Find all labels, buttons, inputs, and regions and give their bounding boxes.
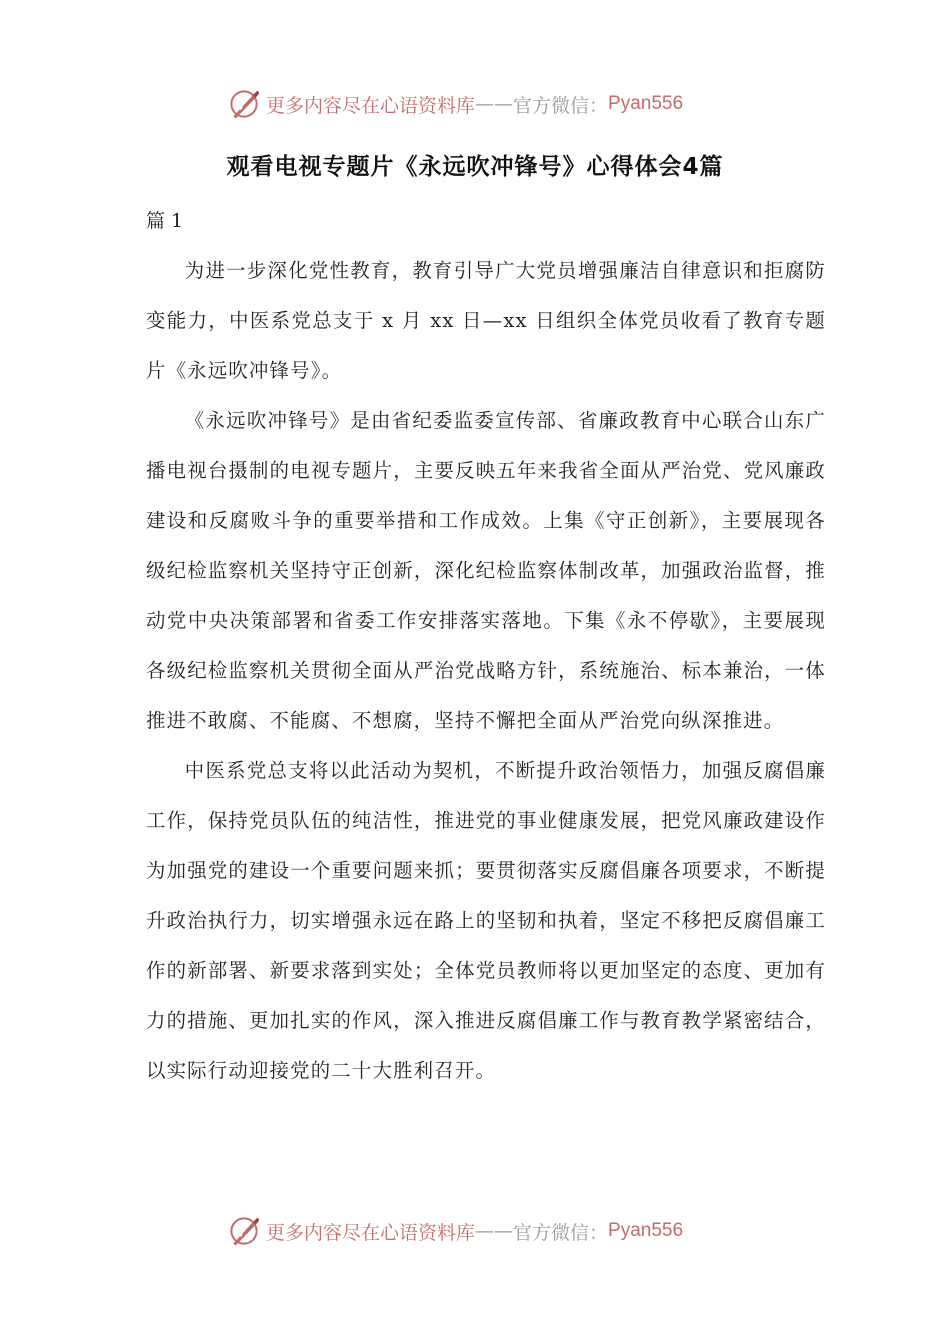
pen-nib-logo-icon bbox=[226, 86, 262, 122]
watermark-contact-label: 官方微信： bbox=[513, 94, 609, 117]
watermark-separator: —— bbox=[475, 93, 514, 115]
watermark-contact-id: Pyan556 bbox=[608, 1220, 684, 1241]
watermark-text: 更多内容尽在心语资料库 bbox=[266, 1221, 476, 1244]
paragraph: 《永远吹冲锋号》是由省纪委监委宣传部、省廉政教育中心联合山东广播电视台摄制的电视专题片，主要反映五年来我省全面从严治党、党风廉政建设和反腐败斗争的重要举措和工作成效。上集《守正创新》，主要展现各级纪检监察机关坚持守正创新，深化纪检监察体制改革，加强政治监督，推动党中央决策部署和省委工作安排落实落地。下集《永不停歇》，主要展现各级纪检监察机关贯彻全面从严治党战略方针，系统施治、标本兼治，一体推进不敢腐、不能腐、不想腐，坚持不懈把全面从严治党向纵深推进。 bbox=[146, 409, 826, 732]
paragraph: 为进一步深化党性教育，教育引导广大党员增强廉洁自律意识和拒腐防变能力，中医系党总支于 x 月 xx 日—xx 日组织全体党员收看了教育专题片《永远吹冲锋号》。 bbox=[146, 259, 826, 382]
watermark-header bbox=[226, 84, 683, 124]
document-body bbox=[146, 246, 826, 1096]
watermark-text: 更多内容尽在心语资料库 bbox=[266, 94, 476, 117]
section-label: 篇 1 bbox=[146, 210, 184, 232]
watermark-separator: —— bbox=[475, 1220, 514, 1242]
paragraph: 中医系党总支将以此活动为契机，不断提升政治领悟力，加强反腐倡廉工作，保持党员队伍的纯洁性，推进党的事业健康发展，把党风廉政建设作为加强党的建设一个重要问题来抓；要贯彻落实反腐倡廉各项要求，不断提升政治执行力，切实增强永远在路上的坚韧和执着，坚定不移把反腐倡廉工作的新部署、新要求落到实处；全体党员教师将以更加坚定的态度、更加有力的措施、更加扎实的作风，深入推进反腐倡廉工作与教育教学紧密结合，以实际行动迎接党的二十大胜利召开。 bbox=[146, 759, 826, 1082]
watermark-contact-label: 官方微信： bbox=[513, 1221, 609, 1244]
watermark-contact-id: Pyan556 bbox=[608, 93, 684, 114]
document-title: 观看电视专题片《永远吹冲锋号》心得体会4篇 bbox=[226, 154, 724, 180]
watermark-footer bbox=[226, 1211, 683, 1251]
pen-nib-logo-icon bbox=[226, 1213, 262, 1249]
